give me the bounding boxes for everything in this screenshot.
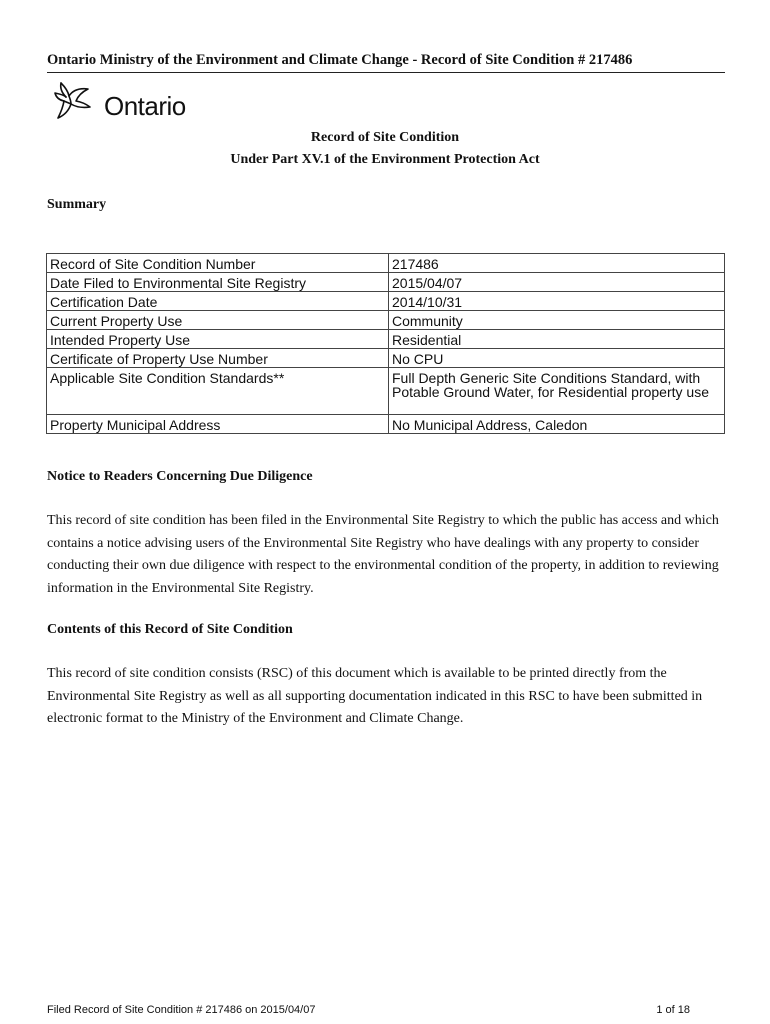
row-label: Certificate of Property Use Number <box>47 349 389 368</box>
table-row <box>47 330 725 349</box>
row-label: Current Property Use <box>47 311 389 330</box>
notice-paragraph: This record of site condition has been filed in the Environmental Site Registry to which the public has access and which contains a notice advising users of the Environmental Site Registry who have dealings with any property to consider conducting their own due diligence with respect to the environmental condition of the property, in addition to reviewing information in the Environmental Site Registry. <box>47 513 719 596</box>
table-row <box>47 368 725 415</box>
summary-heading: Summary <box>47 197 107 212</box>
row-value: Residential <box>389 330 725 349</box>
row-value: Community <box>389 311 725 330</box>
page-header: Ontario Ministry of the Environment and Climate Change - Record of Site Condition # 217486 <box>47 52 725 73</box>
table-row <box>47 273 725 292</box>
table-row <box>47 311 725 330</box>
contents-heading: Contents of this Record of Site Condition <box>47 622 293 637</box>
document-subtitle: Under Part XV.1 of the Environment Protection Act <box>230 152 540 167</box>
row-label: Applicable Site Condition Standards** <box>47 368 389 415</box>
row-value: 217486 <box>389 254 725 273</box>
row-value: Full Depth Generic Site Conditions Standard, with Potable Ground Water, for Residential property use <box>389 368 725 415</box>
table-row <box>47 349 725 368</box>
ontario-wordmark: Ontario <box>104 90 186 121</box>
row-label: Date Filed to Environmental Site Registry <box>47 273 389 292</box>
footer-filing-note: Filed Record of Site Condition # 217486 on 2015/04/07 <box>47 1004 316 1016</box>
document-title: Record of Site Condition <box>310 130 460 145</box>
row-label: Property Municipal Address <box>47 415 389 434</box>
summary-table <box>46 253 725 434</box>
row-label: Record of Site Condition Number <box>47 254 389 273</box>
row-label: Certification Date <box>47 292 389 311</box>
row-label: Intended Property Use <box>47 330 389 349</box>
row-value: No CPU <box>389 349 725 368</box>
table-row <box>47 254 725 273</box>
row-value: No Municipal Address, Caledon <box>389 415 725 434</box>
table-row <box>47 292 725 311</box>
row-value: 2015/04/07 <box>389 273 725 292</box>
notice-heading: Notice to Readers Concerning Due Diligence <box>47 469 313 484</box>
table-row <box>47 415 725 434</box>
trillium-icon <box>52 80 102 122</box>
row-value: 2014/10/31 <box>389 292 725 311</box>
ontario-logo <box>52 80 186 122</box>
contents-paragraph: This record of site condition consists (RSC) of this document which is available to be printed directly from the Environmental Site Registry as well as all supporting documentation indicated in this RSC to have been submitted in electronic format to the Ministry of the Environment and Climate Change. <box>47 666 703 726</box>
page-number: 1 of 18 <box>656 1004 690 1016</box>
